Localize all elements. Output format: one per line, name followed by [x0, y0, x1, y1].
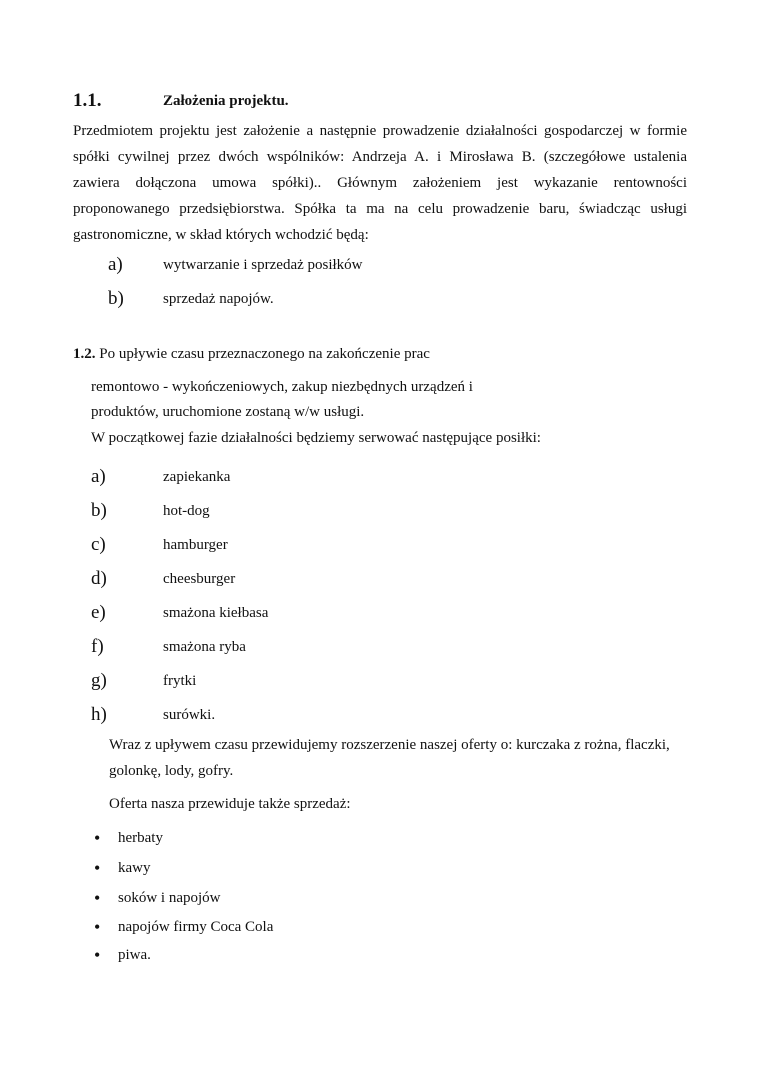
bullet-icon: •: [94, 945, 101, 965]
paragraph-line: proponowanego przedsiębiorstwa. Spółka ta ma na celu prowadzenie baru, świadcząc usługi: [73, 201, 687, 217]
drink-item: herbaty: [118, 830, 163, 846]
meal-text: frytki: [163, 673, 197, 689]
meal-text: hot-dog: [163, 503, 210, 519]
drink-item: soków i napojów: [118, 890, 221, 906]
meal-label: g): [91, 670, 107, 691]
offer-intro: Oferta nasza przewiduje także sprzedaż:: [109, 796, 351, 812]
drink-item: kawy: [118, 860, 151, 876]
extension-line: Wraz z upływem czasu przewidujemy rozszerzenie naszej oferty o: kurczaka z rożna, flaczki,: [109, 737, 670, 753]
paragraph-line: Przedmiotem projektu jest założenie a następnie prowadzenie działalności gospodarczej w formie: [73, 123, 687, 139]
meal-label: d): [91, 568, 107, 589]
meal-label: c): [91, 534, 106, 555]
section-1-2-number: 1.2.: [73, 346, 96, 362]
meal-text: smażona ryba: [163, 639, 246, 655]
list-item-label: b): [108, 288, 124, 309]
section-1-2-first-line: Po upływie czasu przeznaczonego na zakończenie prac: [99, 346, 430, 362]
section-1-2-line: remontowo - wykończeniowych, zakup niezbędnych urządzeń i: [91, 379, 473, 395]
meal-text: zapiekanka: [163, 469, 231, 485]
meal-label: f): [91, 636, 104, 657]
meal-text: cheesburger: [163, 571, 236, 587]
meal-label: h): [91, 704, 107, 725]
bullet-icon: •: [94, 917, 101, 937]
list-item-text: wytwarzanie i sprzedaż posiłków: [163, 257, 363, 273]
drink-item: piwa.: [118, 947, 151, 963]
section-1-1-title: Założenia projektu.: [163, 93, 289, 109]
paragraph-line: zawiera dołączona umowa spółki).. Głównym założeniem jest wykazanie rentowności: [73, 175, 687, 191]
list-item-text: sprzedaż napojów.: [163, 291, 274, 307]
bullet-icon: •: [94, 858, 101, 878]
bullet-icon: •: [94, 828, 101, 848]
list-item-label: a): [108, 254, 123, 275]
section-1-1-number: 1.1.: [73, 90, 102, 111]
drink-item: napojów firmy Coca Cola: [118, 919, 274, 935]
meal-text: smażona kiełbasa: [163, 605, 269, 621]
section-1-2-line: produktów, uruchomione zostaną w/w usługi.: [91, 404, 365, 420]
section-1-2-line: W początkowej fazie działalności będziemy serwować następujące posiłki:: [91, 430, 541, 446]
extension-line: golonkę, lody, gofry.: [109, 763, 234, 779]
meal-label: e): [91, 602, 106, 623]
paragraph-line: gastronomiczne, w skład których wchodzić będą:: [73, 227, 369, 243]
meal-label: b): [91, 500, 107, 521]
section-1-1-paragraph: [73, 118, 687, 248]
section-1-2-heading: [73, 346, 430, 363]
bullet-icon: •: [94, 888, 101, 908]
paragraph-line: spółki cywilnej przez dwóch wspólników: Andrzeja A. i Mirosława B. (szczegółowe ustalenia: [73, 149, 687, 165]
meal-text: surówki.: [163, 707, 216, 723]
meal-text: hamburger: [163, 537, 228, 553]
meal-label: a): [91, 466, 106, 487]
